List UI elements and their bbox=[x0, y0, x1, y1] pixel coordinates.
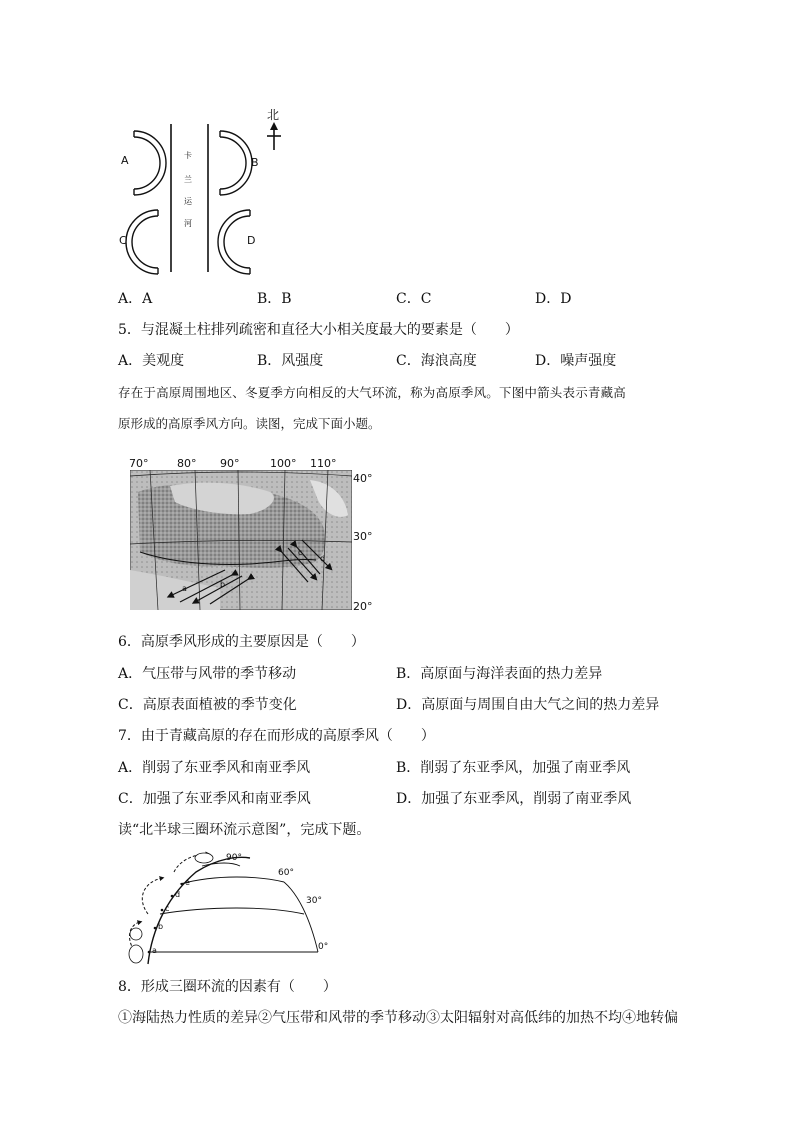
intro1-line1: 存在于高原周围地区、冬夏季方向相反的大气环流，称为高原季风。下图中箭头表示青藏高 bbox=[118, 385, 627, 400]
circ-lat-90: 90° bbox=[226, 853, 242, 863]
lon-100: 100° bbox=[270, 457, 297, 470]
q7-option-c: C．加强了东亚季风和南亚季风 bbox=[118, 791, 311, 807]
arrow-label-a: a bbox=[182, 584, 187, 593]
canal-char-1: 卡 bbox=[184, 151, 192, 160]
circ-point-b: b bbox=[158, 922, 164, 931]
circ-point-e: e bbox=[185, 878, 190, 887]
q6-option-d: D．高原面与周围自由大气之间的热力差异 bbox=[396, 697, 660, 713]
q8-stem: 8．形成三圈环流的因素有（ ） bbox=[118, 979, 337, 995]
label-c: C bbox=[119, 234, 127, 247]
label-b: B bbox=[251, 156, 259, 169]
lon-90: 90° bbox=[220, 457, 240, 470]
q4-option-a: A．A bbox=[118, 291, 153, 307]
q4-option-d: D．D bbox=[535, 291, 572, 307]
circ-point-a: a bbox=[152, 946, 157, 955]
lat-30: 30° bbox=[353, 530, 373, 543]
circulation-figure bbox=[118, 848, 338, 970]
q7-stem: 7．由于青藏高原的存在而形成的高原季风（ ） bbox=[118, 728, 435, 744]
canal-char-2: 兰 bbox=[184, 175, 192, 184]
q7-option-a: A．削弱了东亚季风和南亚季风 bbox=[118, 760, 311, 776]
q6-stem: 6．高原季风形成的主要原因是（ ） bbox=[118, 634, 365, 650]
q6-option-a: A．气压带与风带的季节移动 bbox=[118, 666, 297, 682]
lon-80: 80° bbox=[177, 457, 197, 470]
circ-lat-60: 60° bbox=[278, 868, 294, 878]
q6-option-b: B．高原面与海洋表面的热力差异 bbox=[396, 666, 603, 682]
q8-line: ①海陆热力性质的差异②气压带和风带的季节移动③太阳辐射对高低纬的加热不均④地转偏 bbox=[118, 1010, 678, 1026]
q5-option-d: D．噪声强度 bbox=[535, 353, 617, 369]
q5-option-b: B．风强度 bbox=[257, 353, 324, 369]
lat-20: 20° bbox=[353, 600, 373, 613]
circ-point-d: d bbox=[175, 890, 181, 899]
q6-option-c: C．高原表面植被的季节变化 bbox=[118, 697, 297, 713]
q4-option-c: C．C bbox=[396, 291, 432, 307]
lon-70: 70° bbox=[129, 457, 149, 470]
q4-option-b: B．B bbox=[257, 291, 292, 307]
canal-char-4: 河 bbox=[184, 219, 192, 228]
label-d: D bbox=[247, 234, 256, 247]
label-a: A bbox=[121, 154, 129, 167]
lon-110: 110° bbox=[310, 457, 337, 470]
circulation-diagram bbox=[118, 848, 338, 970]
lat-40: 40° bbox=[353, 472, 373, 485]
q5-option-c: C．海浪高度 bbox=[396, 353, 477, 369]
arrow-label-c: c bbox=[298, 548, 303, 557]
relief-map bbox=[130, 470, 352, 610]
canal-figure bbox=[116, 106, 286, 276]
intro1-line2: 原形成的高原季风方向。读图，完成下面小题。 bbox=[118, 416, 381, 431]
canal-char-3: 运 bbox=[184, 197, 192, 206]
circ-lat-30: 30° bbox=[306, 896, 322, 906]
q5-stem: 5．与混凝土柱排列疏密和直径大小相关度最大的要素是（ ） bbox=[118, 322, 519, 338]
q7-option-d: D．加强了东亚季风，削弱了南亚季风 bbox=[396, 791, 632, 807]
arrow-label-d: d bbox=[320, 554, 326, 563]
canal-diagram bbox=[116, 106, 286, 276]
circ-lat-0: 0° bbox=[318, 942, 329, 952]
circ-point-c: c bbox=[165, 904, 170, 913]
q7-option-b: B．削弱了东亚季风，加强了南亚季风 bbox=[396, 760, 631, 776]
intro2: 读“北半球三圈环流示意图”，完成下题。 bbox=[118, 822, 371, 838]
arrow-label-b: b bbox=[220, 580, 226, 589]
plateau-map-figure bbox=[120, 454, 380, 614]
q5-option-a: A．美观度 bbox=[118, 353, 185, 369]
north-label: 北 bbox=[267, 108, 280, 122]
